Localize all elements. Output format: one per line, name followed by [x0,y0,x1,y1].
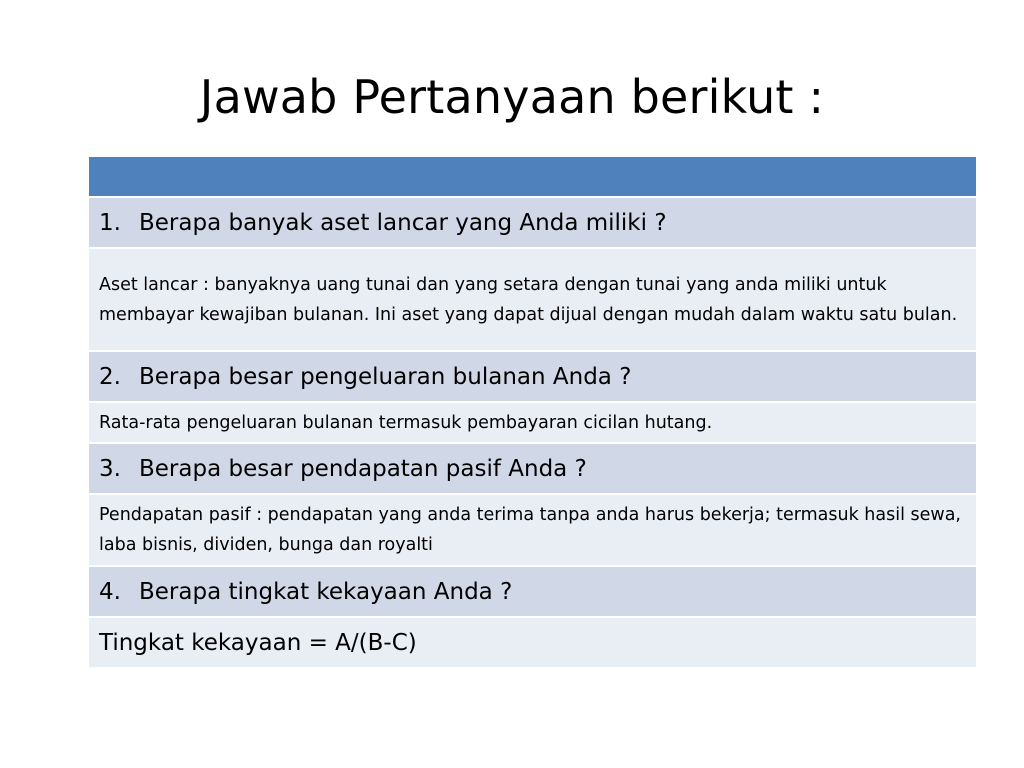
questions-table [89,157,976,669]
question-number-2: 2. [99,363,121,390]
question-cell-3 [89,443,976,494]
description-text-2: Rata-rata pengeluaran bulanan termasuk pembayaran cicilan hutang. [89,402,976,443]
question-cell-1 [89,197,976,248]
question-number-1: 1. [99,209,121,236]
description-text-3: Pendapatan pasif : pendapatan yang anda terima tanpa anda harus bekerja; termasuk hasil sewa, laba bisnis, dividen, bunga dan royalti [89,494,976,566]
question-number-3: 3. [99,455,121,482]
table-header-row [89,157,976,197]
question-text-2: Berapa besar pengeluaran bulanan Anda ? [139,363,632,390]
question-text-4: Berapa tingkat kekayaan Anda ? [139,578,513,605]
question-number-4: 4. [99,578,121,605]
formula-text: Tingkat kekayaan = A/(B-C) [89,617,976,668]
question-row-1 [89,197,976,248]
table-header-cell [89,157,976,197]
slide-title: Jawab Pertanyaan berikut : [199,70,825,124]
description-row-2 [89,402,976,443]
question-cell-4 [89,566,976,617]
description-row-4 [89,617,976,668]
question-cell-2 [89,351,976,402]
question-text-1: Berapa banyak aset lancar yang Anda miliki ? [139,209,667,236]
description-row-1 [89,248,976,351]
description-row-3 [89,494,976,566]
question-text-3: Berapa besar pendapatan pasif Anda ? [139,455,587,482]
question-row-3 [89,443,976,494]
description-text-1: Aset lancar : banyaknya uang tunai dan yang setara dengan tunai yang anda miliki untuk membayar kewajiban bulanan. Ini aset yang dapat dijual dengan mudah dalam waktu satu bulan. [89,248,976,351]
question-row-4 [89,566,976,617]
question-row-2 [89,351,976,402]
